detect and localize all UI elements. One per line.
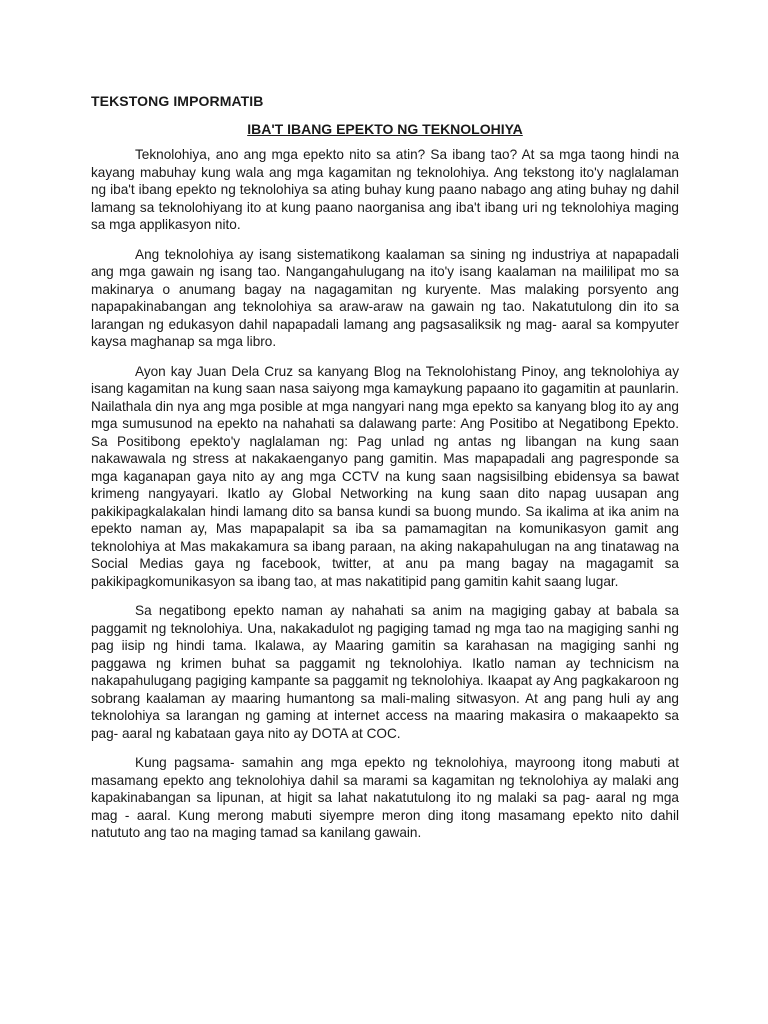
document-page	[91, 92, 679, 854]
paragraph-conclusion: Kung pagsama- samahin ang mga epekto ng teknolohiya, mayroong itong mabuti at masamang epekto ang teknolohiya dahil sa marami sa kagamitan ng teknolohiya ay malaki ang kapakinabangan sa lipunan, at higit sa lahat nakatutulong ito ng malaki sa pag- aaral ng mga mag - aaral. Kung merong mabuti siyempre meron ding itong masamang epekto nito dahil natututo ang tao na maging tamad sa kanilang gawain.	[91, 755, 679, 840]
document-title: IBA'T IBANG EPEKTO NG TEKNOLOHIYA	[247, 121, 523, 137]
paragraph-positive-effects: Ayon kay Juan Dela Cruz sa kanyang Blog na Teknolohistang Pinoy, ang teknolohiya ay isang kagamitan na kung saan nasa saiyong mga kamaykung papaano ito gagamitin at paunlarin. Nailathala din nya ang mga posible at mga nangyari nang mga epekto sa kanyang blog ito ay ang mga sumusunod na epekto na nahahati sa dalawang parte: Ang Positibo at Negatibong Epekto. Sa Positibong epekto'y naglalaman ng: Pag unlad ng antas ng libangan na kung saan nakawawala ng stress at nakakaenganyo pang gamitin. Mas mapapadali ang pagresponde sa mga kaganapan gaya nito ay ang mga CCTV na kung saan nagsisilbing ebidensya sa bawat krimeng nangyayari. Ikatlo ay Global Networking na kung saan dito napag uusapan ang pakikipagkalakalan hindi lamang dito sa bansa kundi sa buong mundo. Sa ikalima at ika anim na epekto naman ay, Mas mapapalapit sa iba sa pamamagitan na komunikasyon gamit ang teknolohiya at Mas makakamura sa ibang paraan, na aking nakapahulugan na ang tinatawag na Social Medias gaya ng facebook, twitter, at anu pa mang bagay na magagamit sa pakikipagkomunikasyon sa ibang tao, at mas nakatitipid pang gamitin kahit saang lugar.	[91, 363, 679, 589]
document-type-label: TEKSTONG IMPORMATIB	[91, 93, 264, 109]
paragraph-definition: Ang teknolohiya ay isang sistematikong kaalaman sa sining ng industriya at napapadali ang mga gawain ng isang tao. Nangangahulugang na ito'y isang kaalaman na maililipat mo sa makinarya o anumang bagay na nagagamitan ng kuryente. Mas malaking porsyento ang napapakinabangan ang teknolohiya sa araw-araw na gawain ng tao. Nakatutulong din ito sa larangan ng edukasyon dahil napapadali lamang ang pagsasaliksik ng mag- aaral sa kompyuter kaysa maghanap sa mga libro.	[91, 246, 679, 349]
paragraph-negative-effects: Sa negatibong epekto naman ay nahahati sa anim na magiging gabay at babala sa paggamit ng teknolohiya. Una, nakakadulot ng pagiging tamad ng mga tao na magiging sanhi ng pag iisip ng hindi tama. Ikalawa, ay Maaring gamitin sa karahasan na magiging sanhi ng paggawa ng krimen buhat sa paggamit ng teknolohiya. Ikatlo naman ay technicism na nakapahulugang pagiging kampante sa paggamit ng teknolohiya. Ikaapat ay Ang pagkakaroon ng sobrang kaalaman ay maaring humantong sa mali-maling sitwasyon. At ang pang huli ay ang teknolohiya sa larangan ng gaming at internet access na maaring makasira o makaapekto sa pag- aaral ng kabataan gaya nito ay DOTA at COC.	[91, 603, 679, 741]
paragraph-intro: Teknolohiya, ano ang mga epekto nito sa atin? Sa ibang tao? At sa mga taong hindi na kayang mabuhay kung wala ang mga kagamitan ng teknolohiya. Ang tekstong ito'y naglalaman ng iba't ibang epekto ng teknolohiya sa ating buhay kung paano nabago ang ating buhay ng dahil lamang sa teknolohiyang ito at kung paano naorganisa ang iba't ibang uri ng teknolohiya maging sa mga applikasyon nito.	[91, 147, 679, 232]
